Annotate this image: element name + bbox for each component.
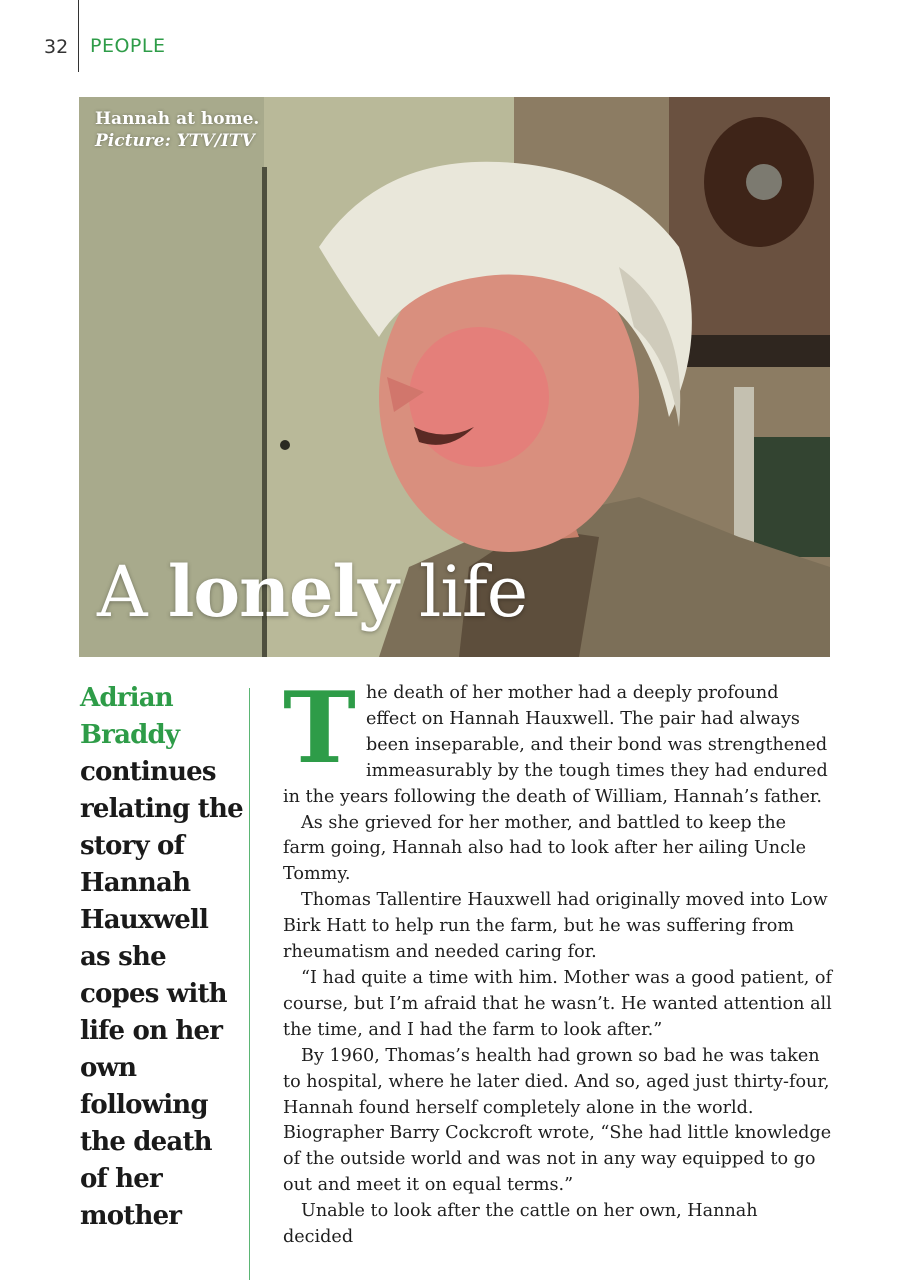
paragraph: Unable to look after the cattle on her own, Hannah decided: [283, 1201, 758, 1248]
author-name: Adrian Braddy: [80, 683, 180, 750]
header-divider: [78, 0, 79, 72]
paragraph: By 1960, Thomas’s health had grown so bad he was taken to hospital, where he later died. And so, aged just thirty-four, Hannah found herself completely alone in the world. Biographer Barry Cockcroft wrote, “She had little knowledge of the outside world and was not in any way equipped to go out and meet it on equal terms.”: [283, 1045, 832, 1196]
section-label: PEOPLE: [90, 35, 166, 57]
paragraph: As she grieved for her mother, and battled to keep the farm going, Hannah also had to look after her ailing Uncle Tommy.: [283, 812, 807, 885]
paragraph: Thomas Tallentire Hauxwell had originally moved into Low Birk Hatt to help run the farm, but he was suffering from rheumatism and needed caring for.: [283, 890, 828, 963]
page-header: [0, 0, 903, 72]
headline-part: A: [97, 551, 168, 633]
caption-credit: Picture: YTV/ITV: [95, 131, 255, 151]
standfirst-text: continues relating the story of Hannah Hauxwell as she copes with life on her own following the death of her mother: [80, 757, 243, 1231]
article-headline: [97, 552, 527, 632]
paragraph: [283, 671, 833, 811]
caption-text: Hannah at home.: [95, 109, 260, 129]
photo-caption: [95, 108, 259, 152]
paragraph: “I had quite a time with him. Mother was a good patient, of course, but I’m afraid that he wasn’t. He wanted attention all the time, and I had the farm to look after.”: [283, 967, 833, 1040]
article-photo: [79, 97, 830, 657]
article-body: [283, 671, 833, 1251]
paragraph-text: he death of her mother had a deeply profound effect on Hannah Hauxwell. The pair had always been inseparable, and their bond was strengthened immeasurably by the tough times they had endured in the years following the death of William, Hannah’s father.: [283, 683, 828, 807]
standfirst: [80, 680, 245, 1235]
drop-cap: T: [283, 671, 356, 786]
headline-part: life: [397, 551, 528, 633]
page-number: 32: [44, 36, 69, 58]
column-divider: [249, 688, 250, 1280]
headline-emphasis: lonely: [167, 550, 398, 633]
